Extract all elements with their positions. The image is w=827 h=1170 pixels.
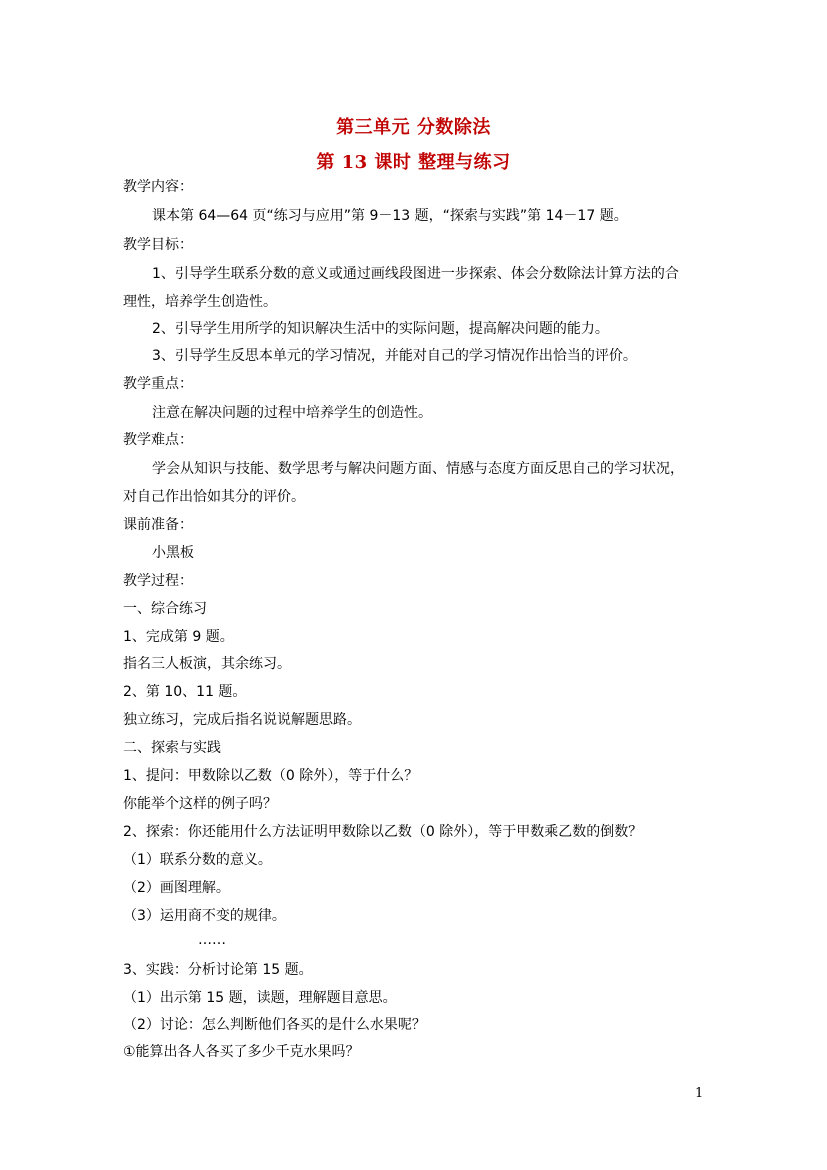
- difficulty-line-2: 对自己作出恰如其分的评价。: [123, 489, 305, 505]
- heading-key-points: 教学重点：: [123, 376, 193, 392]
- practice-3: 3、实践：分析讨论第 15 题。: [123, 962, 313, 978]
- goal-3: 3、引导学生反思本单元的学习情况，并能对自己的学习情况作出恰当的评价。: [152, 348, 637, 364]
- step-2: 2、第 10、11 题。: [123, 684, 247, 700]
- section-1-heading: 一、综合练习: [123, 601, 207, 617]
- heading-teaching-content: 教学内容：: [123, 179, 193, 195]
- question-1-followup: 你能举个这样的例子吗？: [123, 796, 277, 812]
- method-2: （2）画图理解。: [123, 880, 230, 896]
- goal-2: 2、引导学生用所学的知识解决生活中的实际问题，提高解决问题的能力。: [152, 321, 609, 337]
- goal-1-line-2: 理性，培养学生创造性。: [123, 294, 277, 310]
- heading-teaching-goals: 教学目标：: [123, 237, 193, 253]
- heading-teaching-process: 教学过程：: [123, 573, 193, 589]
- difficulty-line-1: 学会从知识与技能、数学思考与解决问题方面、情感与态度方面反思自己的学习状况，: [152, 461, 684, 477]
- lesson-title: 第 13 课时 整理与练习: [316, 152, 511, 173]
- preparation-item: 小黑板: [152, 545, 194, 561]
- goal-1-line-1: 1、引导学生联系分数的意义或通过画线段图进一步探索、体会分数除法计算方法的合: [152, 266, 679, 282]
- key-point-text: 注意在解决问题的过程中培养学生的创造性。: [152, 405, 432, 421]
- step-2-note: 独立练习，完成后指名说说解题思路。: [123, 712, 361, 728]
- unit-title: 第三单元 分数除法: [336, 117, 491, 138]
- step-1: 1、完成第 9 题。: [123, 629, 234, 645]
- question-1: 1、提问：甲数除以乙数（0 除外），等于什么？: [123, 768, 419, 784]
- practice-3-substep-1: ①能算出各人各买了多少千克水果吗？: [123, 1044, 360, 1060]
- section-2-heading: 二、探索与实践: [123, 740, 221, 756]
- method-1: （1）联系分数的意义。: [123, 852, 272, 868]
- heading-difficulties: 教学难点：: [123, 432, 193, 448]
- page-number: 1: [695, 1086, 704, 1101]
- paragraph-textbook-pages: 课本第 64—64 页“练习与应用”第 9－13 题，“探索与实践”第 14－17 题。: [152, 208, 628, 224]
- practice-3-step-1: （1）出示第 15 题，读题，理解题目意思。: [123, 990, 397, 1006]
- step-1-note: 指名三人板演，其余练习。: [123, 656, 291, 672]
- question-2: 2、探索：你还能用什么方法证明甲数除以乙数（0 除外），等于甲数乘乙数的倒数？: [123, 824, 643, 840]
- practice-3-step-2: （2）讨论：怎么判断他们各买的是什么水果呢？: [123, 1017, 426, 1033]
- ellipsis: ……: [198, 932, 226, 948]
- method-3: （3）运用商不变的规律。: [123, 908, 286, 924]
- heading-preparation: 课前准备：: [123, 517, 193, 533]
